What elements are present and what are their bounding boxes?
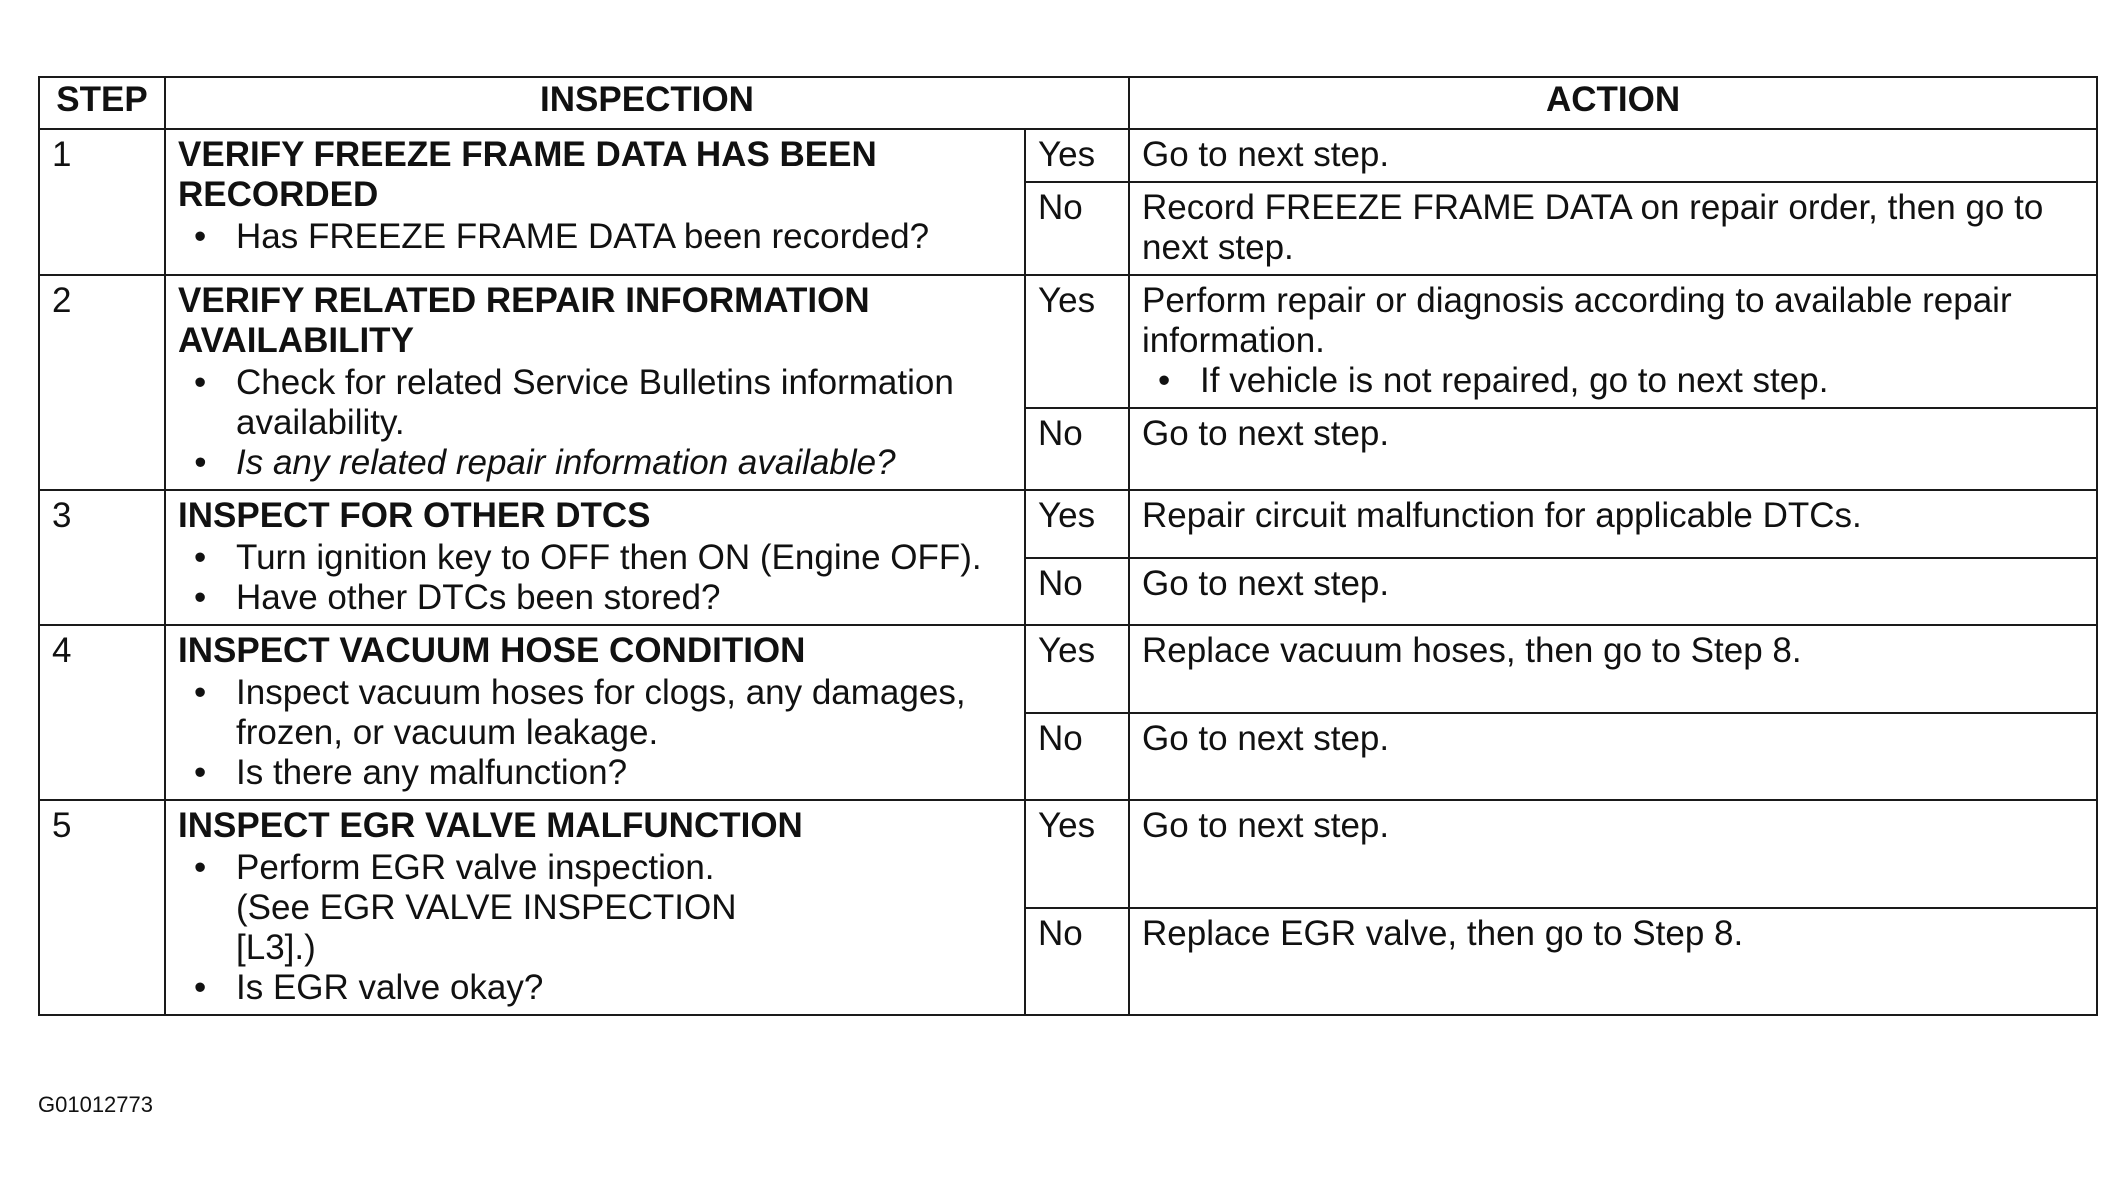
no-label: No <box>1025 182 1129 275</box>
inspection-title: INSPECT FOR OTHER DTCS <box>178 496 651 535</box>
inspection-bullet: • Have other DTCs been stored? <box>236 578 1012 618</box>
inspection-cell <box>165 129 1025 275</box>
inspection-bullets <box>178 673 1012 793</box>
inspection-bullet: • Is EGR valve okay? <box>236 968 1012 1008</box>
inspection-bullets <box>178 217 1012 257</box>
inspection-bullet: • Is any related repair information available? <box>236 443 1012 483</box>
table-header-row <box>39 77 2097 129</box>
step-number: 3 <box>39 490 165 625</box>
yes-label: Yes <box>1025 800 1129 908</box>
inspection-title: INSPECT VACUUM HOSE CONDITION <box>178 631 806 670</box>
step-number: 4 <box>39 625 165 800</box>
no-label: No <box>1025 908 1129 1016</box>
inspection-bullet: • Check for related Service Bulletins information availability. <box>236 363 1012 443</box>
table-row <box>39 800 2097 908</box>
figure-code: G01012773 <box>38 1092 153 1117</box>
yes-label: Yes <box>1025 129 1129 182</box>
yes-action: Go to next step. <box>1129 800 2097 908</box>
yes-label: Yes <box>1025 275 1129 408</box>
yes-action: Go to next step. <box>1129 129 2097 182</box>
diagnostic-table <box>38 76 2098 1016</box>
step-number: 5 <box>39 800 165 1015</box>
action-bullet: • If vehicle is not repaired, go to next step. <box>1200 361 2084 401</box>
inspection-bullet: • Is there any malfunction? <box>236 753 1012 793</box>
inspection-bullet: • Turn ignition key to OFF then ON (Engine OFF). <box>236 538 1012 578</box>
inspection-cell <box>165 800 1025 1015</box>
action-bullets <box>1142 361 2084 401</box>
yes-label: Yes <box>1025 490 1129 558</box>
header-inspection: INSPECTION <box>165 77 1129 129</box>
no-action: Replace EGR valve, then go to Step 8. <box>1129 908 2097 1016</box>
inspection-bullets <box>178 848 1012 1008</box>
no-action: Go to next step. <box>1129 408 2097 490</box>
table-row <box>39 490 2097 558</box>
diagnostic-procedure-sheet <box>38 76 2096 1016</box>
inspection-title: VERIFY FREEZE FRAME DATA HAS BEEN RECORDED <box>178 135 877 214</box>
yes-label: Yes <box>1025 625 1129 713</box>
inspection-bullets <box>178 538 1012 618</box>
step-number: 1 <box>39 129 165 275</box>
no-label: No <box>1025 558 1129 626</box>
no-action: Record FREEZE FRAME DATA on repair order, then go to next step. <box>1129 182 2097 275</box>
step-number: 2 <box>39 275 165 490</box>
no-action: Go to next step. <box>1129 558 2097 626</box>
inspection-cell <box>165 490 1025 625</box>
inspection-title: VERIFY RELATED REPAIR INFORMATION AVAILABILITY <box>178 281 870 360</box>
yes-action: Perform repair or diagnosis according to available repair information. <box>1142 281 2012 360</box>
yes-action: Replace vacuum hoses, then go to Step 8. <box>1129 625 2097 713</box>
inspection-bullet: • Has FREEZE FRAME DATA been recorded? <box>236 217 1012 257</box>
inspection-cell <box>165 275 1025 490</box>
inspection-bullet: • Perform EGR valve inspection. (See EGR VALVE INSPECTION [L3].) <box>236 848 1012 968</box>
header-step: STEP <box>39 77 165 129</box>
yes-action: Repair circuit malfunction for applicable DTCs. <box>1129 490 2097 558</box>
no-label: No <box>1025 408 1129 490</box>
inspection-bullets <box>178 363 1012 483</box>
table-row <box>39 129 2097 182</box>
header-action: ACTION <box>1129 77 2097 129</box>
no-label: No <box>1025 713 1129 801</box>
no-action: Go to next step. <box>1129 713 2097 801</box>
inspection-cell <box>165 625 1025 800</box>
table-row <box>39 625 2097 713</box>
inspection-bullet: • Inspect vacuum hoses for clogs, any damages, frozen, or vacuum leakage. <box>236 673 1012 753</box>
inspection-title: INSPECT EGR VALVE MALFUNCTION <box>178 806 803 845</box>
table-row <box>39 275 2097 408</box>
yes-action-cell <box>1129 275 2097 408</box>
